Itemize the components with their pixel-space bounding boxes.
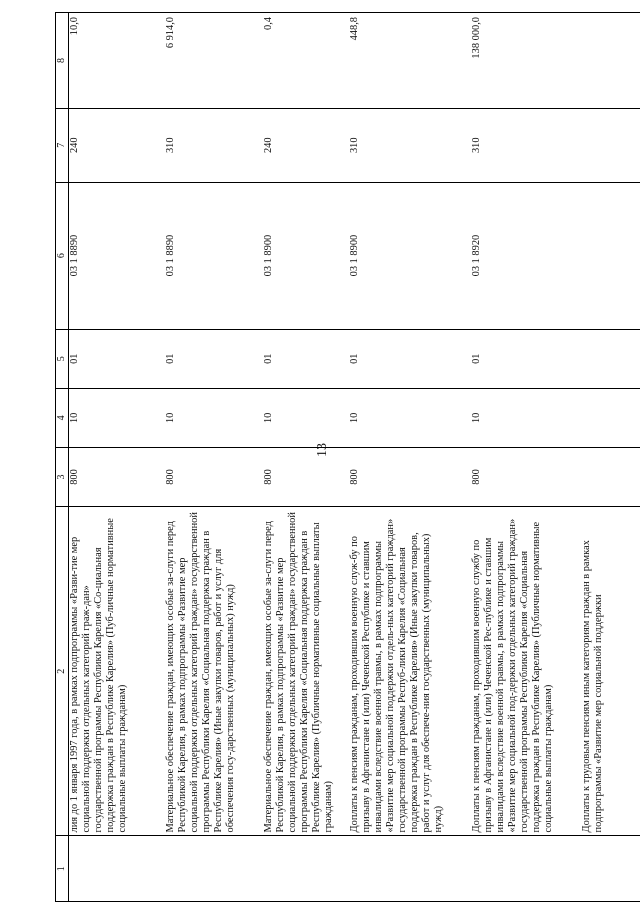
cell-code-4: 10 [471,388,581,447]
col-header-5: 5 [56,329,69,388]
cell-code-3: 800 [263,447,349,506]
table-row [263,13,349,902]
cell-code-7: 310 [165,108,263,182]
cell-code-6: 03 1 8900 [349,182,471,329]
cell-code-4: 10 [263,388,349,447]
table-row [69,13,165,902]
cell-code-4 [581,388,640,447]
cell-amount: 0,4 [263,13,349,109]
cell-code-5: 01 [263,329,349,388]
cell-description: Доплаты к пенсиям гражданам, проходившим военную служ-бу по призыву в Афганистане и (или) Чеченской Республике и ставшим инвалидами вследствие военной травмы, в рамках подпрограммы «Развитие мер социальной поддержки отдель-ных категорий граждан» государственной программы Респуб-лики Карелия «Социальная поддержка граждан в Республике Карелия» (Иные закупки товаров, работ и услуг для обеспече-ния государственных (муниципальных) нужд) [349,507,471,836]
cell-code-6: 03 1 8890 [165,182,263,329]
rotated-table-container [55,12,604,902]
cell-number [263,836,349,902]
cell-code-3: 800 [69,447,165,506]
cell-code-7: 240 [69,108,165,182]
cell-code-5: 01 [69,329,165,388]
cell-code-6: 03 1 8900 [263,182,349,329]
table-row [349,13,471,902]
cell-amount [581,13,640,109]
cell-code-4: 10 [69,388,165,447]
cell-number [471,836,581,902]
cell-number [581,836,640,902]
cell-description: Доплаты к трудовым пенсиям иным категориям граждан в рамках подпрограммы «Развитие мер социальной поддержки [581,507,640,836]
cell-code-3: 800 [349,447,471,506]
cell-code-6: 03 1 8920 [471,182,581,329]
cell-amount: 448,8 [349,13,471,109]
table-row [165,13,263,902]
cell-code-5: 01 [471,329,581,388]
cell-code-3: 800 [165,447,263,506]
cell-code-5: 01 [165,329,263,388]
cell-amount: 6 914,0 [165,13,263,109]
cell-description: Доплаты к пенсиям гражданам, проходившим военную службу по призыву в Афганистане и (или) Чеченской Рес-публике и ставшим инвалидами вследствие военной травмы, в рамках подпрограммы «Развитие мер социальной под-держки отдельных категорий граждан» государственной программы Республики Карелия «Социальная поддержка граждан в Республике Карелия» (Публичные нормативные социальные выплаты гражданам) [471,507,581,836]
cell-code-5: 01 [349,329,471,388]
cell-code-4: 10 [165,388,263,447]
cell-code-6: 03 1 8890 [69,182,165,329]
page-number: 13 [315,443,330,457]
col-header-6: 6 [56,182,69,329]
cell-code-7: 240 [263,108,349,182]
cell-code-7 [581,108,640,182]
col-header-8: 8 [56,13,69,109]
cell-description: Материальное обеспечение граждан, имеющих особые за-слуги перед Республикой Карелия, в рамках подпрограммы «Развитие мер социальной поддержки отдельных категорий граждан» государственной программы Республики Карелия «Социальная поддержка граждан в Республике Карелия» (Публичные нормативные социальные выплаты гражданам) [263,507,349,836]
budget-table [55,12,640,902]
cell-code-4: 10 [349,388,471,447]
cell-number [349,836,471,902]
cell-number [165,836,263,902]
cell-code-3: 800 [471,447,581,506]
col-header-4: 4 [56,388,69,447]
col-header-3: 3 [56,447,69,506]
cell-code-7: 310 [471,108,581,182]
col-header-2: 2 [56,507,69,836]
col-header-7: 7 [56,108,69,182]
cell-amount: 138 000,0 [471,13,581,109]
table-header-row [56,13,69,902]
cell-code-3 [581,447,640,506]
table-row [581,13,640,902]
cell-number [69,836,165,902]
cell-description: Материальное обеспечение граждан, имеющих особые за-слуги перед Республикой Карелия, в рамках подпрограммы «Развитие мер социальной поддержки отдельных категорий граждан» государственной программы Республики Карелия «Социальная поддержка граждан в Республике Карелия» (Иные закупки товаров, работ и услуг для обеспечения госу-дарственных (муниципальных) нужд) [165,507,263,836]
cell-description: лия до 1 января 1997 года, в рамках подпрограммы «Разви-тие мер социальной поддержки отдельных категорий граж-дан» государственной программы Республики Карелия «Со-циальная поддержка граждан в Республике Карелия» (Пуб-личные нормативные социальные выплаты гражданам) [69,507,165,836]
cell-code-5 [581,329,640,388]
col-header-1: 1 [56,836,69,902]
cell-code-7: 310 [349,108,471,182]
table-row [471,13,581,902]
cell-code-6 [581,182,640,329]
cell-amount: 10,0 [69,13,165,109]
